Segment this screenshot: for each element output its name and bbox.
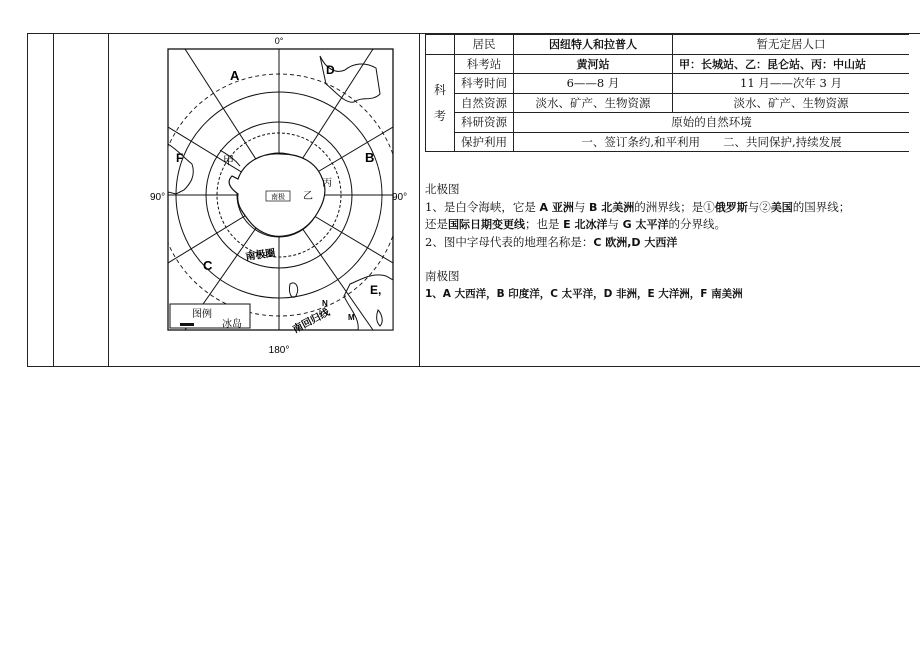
station-bing: 丙 — [322, 178, 332, 189]
station-yi: 乙 — [303, 191, 313, 202]
north-resources: 淡水、矿产、生物资源 — [514, 93, 673, 113]
letter-b: B — [365, 150, 375, 165]
table-row — [426, 54, 910, 74]
south-time: 11 月——次年 3 月 — [673, 74, 910, 94]
tropic-label: 南回归线 — [291, 307, 332, 336]
row-label-residents: 居民 — [455, 35, 514, 55]
table-row — [426, 93, 910, 113]
letter-e: E, — [370, 283, 382, 297]
row-label-time: 科考时间 — [455, 74, 514, 94]
south-resources: 淡水、矿产、生物资源 — [673, 93, 910, 113]
letter-m: M — [348, 313, 355, 322]
legend-item: 冰岛 — [222, 319, 242, 330]
table-border-left — [27, 33, 28, 366]
table-row — [426, 113, 910, 133]
north-note-1: 1、是白令海峡，它是 A 亚洲与 B 北美洲的洲界线；是①俄罗斯与②美国的国界线； — [425, 199, 851, 214]
north-station: 黄河站 — [514, 54, 673, 74]
label-90-right: 90° — [392, 192, 408, 203]
table-column-divider-1 — [53, 33, 54, 366]
north-map-title: 北极图 — [425, 182, 460, 196]
letter-f: F — [176, 151, 184, 165]
north-note-1b: 还是国际日期变更线；也是 E 北冰洋与 G 太平洋的分界线。 — [425, 217, 727, 231]
side-label-research: 科考 — [426, 54, 455, 152]
row-label-research: 科研资源 — [455, 113, 514, 133]
letter-n: N — [322, 299, 328, 308]
south-residents: 暂无定居人口 — [673, 35, 910, 55]
label-90-left: 90° — [150, 192, 166, 203]
north-residents: 因纽特人和拉普人 — [514, 35, 673, 55]
antarctic-map — [140, 34, 420, 364]
south-map-title: 南极图 — [425, 269, 460, 283]
info-table — [425, 34, 909, 152]
row-label-resources: 自然资源 — [455, 93, 514, 113]
north-time: 6——8 月 — [514, 74, 673, 94]
research-value: 原始的自然环境 — [514, 113, 910, 133]
label-0-deg: 0° — [274, 36, 284, 46]
label-180-deg: 180° — [268, 345, 290, 356]
letter-a: A — [230, 68, 240, 83]
letter-d: D — [326, 63, 335, 77]
north-note-2: 2、图中字母代表的地理名称是：C 欧洲,D 大西洋 — [425, 234, 678, 249]
protect-value: 一、签订条约,和平利用 二、共同保护,持续发展 — [514, 132, 910, 152]
antarctic-circle-label: 南极圈 — [244, 247, 277, 263]
table-row — [426, 132, 910, 152]
south-note-1: 1、A 大西洋，B 印度洋，C 太平洋，D 非洲，E 大洋洲，F 南美洲 — [425, 287, 743, 300]
south-pole-label: 南极 — [271, 194, 285, 201]
legend-title: 图例 — [192, 309, 212, 320]
table-column-divider-2 — [108, 33, 109, 366]
row-label-protect: 保护利用 — [455, 132, 514, 152]
table-row — [426, 35, 910, 55]
row-label-station: 科考站 — [455, 54, 514, 74]
letter-c: C — [203, 258, 213, 273]
notes-section — [425, 181, 920, 303]
south-stations: 甲：长城站、乙：昆仑站、丙：中山站 — [673, 54, 910, 74]
table-row — [426, 74, 910, 94]
station-jia: 甲 — [223, 155, 234, 167]
